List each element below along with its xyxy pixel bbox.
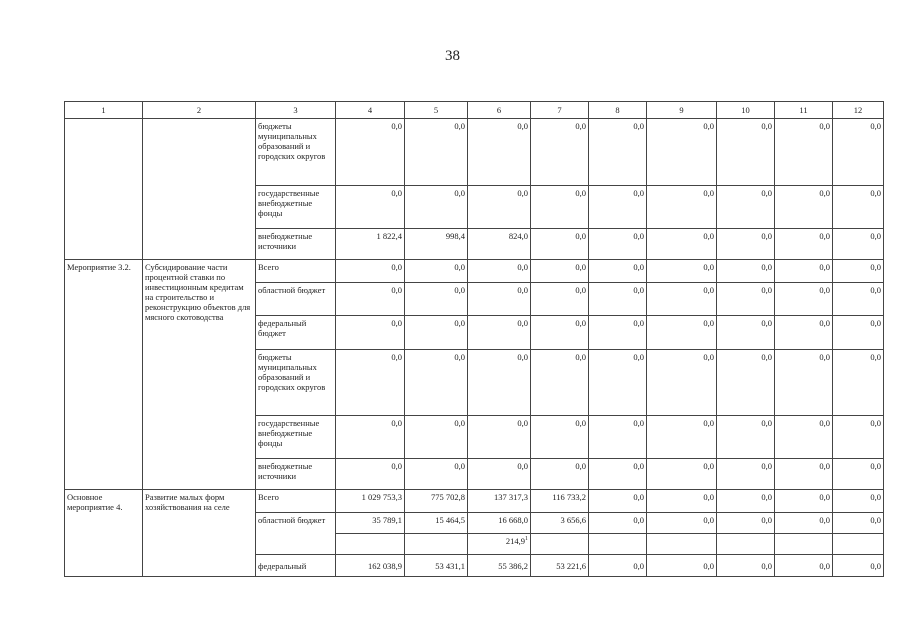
value-cell: 0,0	[405, 260, 468, 283]
page-number: 38	[445, 48, 460, 64]
empty-cell	[647, 534, 717, 555]
value-cell: 0,0	[775, 316, 833, 350]
value-cell: 0,0	[717, 283, 775, 316]
value-cell: 0,0	[468, 186, 531, 229]
source-label: Всего	[256, 490, 336, 513]
value-cell: 0,0	[589, 350, 647, 416]
source-label: областной бюджет	[256, 283, 336, 316]
value-cell: 1 822,4	[336, 229, 405, 260]
header-row	[65, 102, 884, 119]
value-cell: 0,0	[833, 186, 884, 229]
empty-cell	[143, 119, 256, 260]
value-cell: 0,0	[531, 186, 589, 229]
col-header: 4	[336, 102, 405, 119]
value-cell: 53 221,6	[531, 555, 589, 577]
value-cell: 0,0	[775, 513, 833, 534]
value-cell: 0,0	[647, 186, 717, 229]
value-cell: 16 668,0	[468, 513, 531, 534]
value-cell: 0,0	[833, 283, 884, 316]
value-cell: 0,0	[775, 119, 833, 186]
value-cell: 0,0	[468, 416, 531, 459]
value-cell: 0,0	[589, 555, 647, 577]
source-label: областной бюджет	[256, 513, 336, 555]
col-header: 3	[256, 102, 336, 119]
value-cell: 0,0	[647, 260, 717, 283]
value-cell: 0,0	[647, 283, 717, 316]
value-cell: 0,0	[775, 186, 833, 229]
value-cell: 0,0	[468, 459, 531, 490]
value-cell: 0,0	[775, 283, 833, 316]
value-cell: 0,0	[589, 459, 647, 490]
source-label: бюджеты муниципальных образований и городских округов	[256, 350, 336, 416]
measure-name: Мероприятие 3.2.	[65, 260, 143, 490]
value-cell: 0,0	[589, 416, 647, 459]
value-cell: 0,0	[647, 459, 717, 490]
col-header: 7	[531, 102, 589, 119]
value-cell: 0,0	[531, 119, 589, 186]
value-cell: 0,0	[833, 316, 884, 350]
value-cell: 0,0	[775, 229, 833, 260]
value-cell	[468, 534, 531, 555]
col-header: 1	[65, 102, 143, 119]
value-cell: 15 464,5	[405, 513, 468, 534]
budget-table	[64, 101, 884, 577]
value-cell: 1 029 753,3	[336, 490, 405, 513]
empty-cell	[65, 119, 143, 260]
source-label: государственные внебюджетные фонды	[256, 186, 336, 229]
col-header: 5	[405, 102, 468, 119]
value-cell: 0,0	[589, 513, 647, 534]
value-cell: 0,0	[647, 490, 717, 513]
value-cell: 162 038,9	[336, 555, 405, 577]
value-cell: 0,0	[531, 229, 589, 260]
value-cell: 0,0	[647, 513, 717, 534]
value-cell: 0,0	[647, 555, 717, 577]
empty-cell	[589, 534, 647, 555]
value-cell: 0,0	[531, 350, 589, 416]
measure-name: Основное мероприятие 4.	[65, 490, 143, 577]
value-cell: 0,0	[647, 350, 717, 416]
value-cell: 0,0	[589, 316, 647, 350]
value-cell: 0,0	[468, 350, 531, 416]
value-cell: 0,0	[336, 316, 405, 350]
col-header: 6	[468, 102, 531, 119]
table-row	[65, 260, 884, 283]
col-header: 11	[775, 102, 833, 119]
value-cell: 0,0	[405, 459, 468, 490]
col-header: 8	[589, 102, 647, 119]
value-cell: 0,0	[833, 490, 884, 513]
value-cell: 0,0	[405, 186, 468, 229]
value-cell: 0,0	[647, 416, 717, 459]
empty-cell	[405, 534, 468, 555]
value-cell: 0,0	[405, 119, 468, 186]
value-cell: 0,0	[833, 416, 884, 459]
value-cell: 0,0	[775, 350, 833, 416]
col-header: 9	[647, 102, 717, 119]
empty-cell	[775, 534, 833, 555]
value-cell: 0,0	[833, 555, 884, 577]
col-header: 10	[717, 102, 775, 119]
value-cell: 0,0	[405, 350, 468, 416]
source-label: внебюджетные источники	[256, 229, 336, 260]
value-cell: 998,4	[405, 229, 468, 260]
value-cell: 0,0	[405, 283, 468, 316]
value-cell: 0,0	[717, 513, 775, 534]
value-cell: 0,0	[833, 350, 884, 416]
empty-cell	[531, 534, 589, 555]
value-cell: 0,0	[336, 119, 405, 186]
value-cell: 0,0	[775, 260, 833, 283]
value-cell: 0,0	[336, 416, 405, 459]
measure-description: Развитие малых форм хозяйствования на селе	[143, 490, 256, 577]
value-cell: 0,0	[531, 459, 589, 490]
value-cell: 0,0	[647, 229, 717, 260]
value-cell: 0,0	[717, 416, 775, 459]
value-cell: 0,0	[717, 119, 775, 186]
value-cell: 0,0	[405, 416, 468, 459]
measure-description: Субсидирование части процентной ставки по инвестиционным кредитам на строительство и реконструкцию объектов для мясного скотоводства	[143, 260, 256, 490]
value-cell: 0,0	[468, 316, 531, 350]
value-cell: 0,0	[405, 316, 468, 350]
value-cell: 0,0	[717, 316, 775, 350]
value-cell: 0,0	[531, 283, 589, 316]
value-cell: 116 733,2	[531, 490, 589, 513]
value-cell: 0,0	[717, 229, 775, 260]
value-cell: 0,0	[336, 459, 405, 490]
value-cell: 0,0	[647, 119, 717, 186]
value-cell: 0,0	[468, 119, 531, 186]
value-cell: 0,0	[717, 459, 775, 490]
value-cell: 0,0	[833, 229, 884, 260]
value-cell: 824,0	[468, 229, 531, 260]
value-cell: 0,0	[589, 229, 647, 260]
value-cell: 0,0	[717, 350, 775, 416]
footnote-marker: 1	[525, 536, 528, 543]
value-cell: 0,0	[717, 186, 775, 229]
value-cell: 0,0	[775, 490, 833, 513]
value-cell: 0,0	[833, 260, 884, 283]
source-label: государственные внебюджетные фонды	[256, 416, 336, 459]
source-label: федеральный бюджет	[256, 316, 336, 350]
value-cell: 0,0	[775, 459, 833, 490]
value-cell: 0,0	[589, 283, 647, 316]
value-cell: 0,0	[589, 186, 647, 229]
value-cell: 0,0	[531, 260, 589, 283]
source-label: Всего	[256, 260, 336, 283]
source-label: внебюджетные источники	[256, 459, 336, 490]
value-cell: 137 317,3	[468, 490, 531, 513]
source-label: федеральный	[256, 555, 336, 577]
value-cell: 0,0	[531, 316, 589, 350]
value-cell: 53 431,1	[405, 555, 468, 577]
value-cell: 0,0	[336, 350, 405, 416]
table-row	[65, 490, 884, 513]
value-cell: 0,0	[647, 316, 717, 350]
value-cell: 0,0	[336, 260, 405, 283]
value-cell: 0,0	[589, 490, 647, 513]
value-cell: 775 702,8	[405, 490, 468, 513]
value-cell: 0,0	[589, 260, 647, 283]
value-cell: 0,0	[468, 260, 531, 283]
value-cell: 0,0	[336, 283, 405, 316]
value-cell: 0,0	[468, 283, 531, 316]
value-cell: 0,0	[336, 186, 405, 229]
source-label: бюджеты муниципальных образований и городских округов	[256, 119, 336, 186]
value-cell: 0,0	[833, 459, 884, 490]
footnote-value: 214,9	[505, 536, 525, 546]
empty-cell	[336, 534, 405, 555]
value-cell: 0,0	[531, 416, 589, 459]
value-cell: 35 789,1	[336, 513, 405, 534]
col-header: 2	[143, 102, 256, 119]
empty-cell	[717, 534, 775, 555]
value-cell: 0,0	[589, 119, 647, 186]
value-cell: 0,0	[833, 513, 884, 534]
value-cell: 0,0	[717, 555, 775, 577]
value-cell: 55 386,2	[468, 555, 531, 577]
col-header: 12	[833, 102, 884, 119]
value-cell: 0,0	[833, 119, 884, 186]
value-cell: 0,0	[717, 490, 775, 513]
value-cell: 0,0	[775, 555, 833, 577]
value-cell: 3 656,6	[531, 513, 589, 534]
value-cell: 0,0	[717, 260, 775, 283]
table-row	[65, 119, 884, 186]
empty-cell	[833, 534, 884, 555]
value-cell: 0,0	[775, 416, 833, 459]
